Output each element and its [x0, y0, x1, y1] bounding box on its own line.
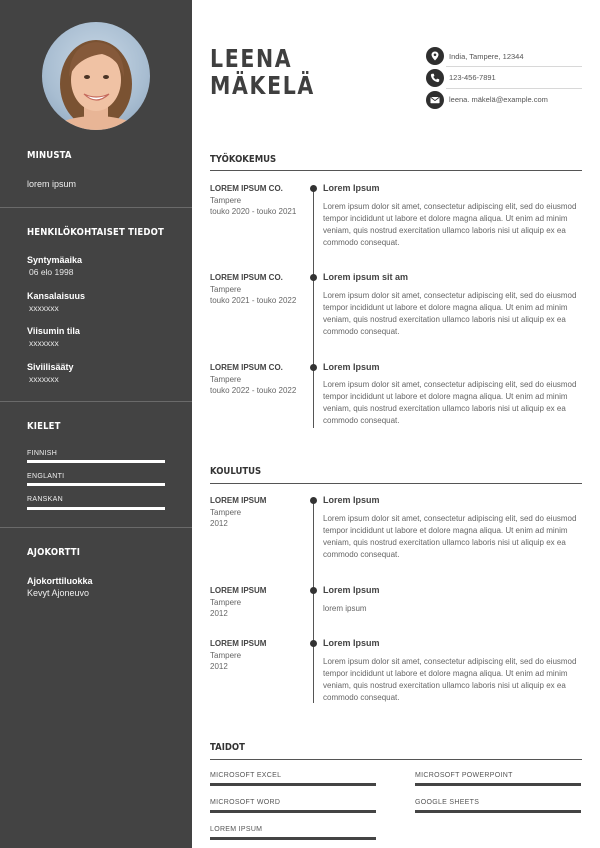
sidebar — [0, 0, 192, 848]
experience-dates: touko 2021 - touko 2022 — [210, 296, 297, 305]
education-role: Lorem Ipsum — [323, 585, 380, 595]
language-name: RANSKAN — [27, 496, 63, 503]
section-divider — [210, 759, 582, 760]
education-desc: Lorem ipsum dolor sit amet, consectetur adipiscing elit, sed do eiusmod tempor incididunt ut labore et dolore magna aliqua. Ut enim ad minim veniam, quis nostrud exercitation ullamco laboris nisi ut aliquip ex ea commodo consequat. — [323, 657, 577, 702]
education-city: Tampere — [210, 508, 242, 517]
education-org: LOREM IPSUM — [210, 586, 267, 595]
education-year: 2012 — [210, 609, 228, 618]
contact-divider — [446, 66, 582, 67]
education-role: Lorem Ipsum — [323, 638, 380, 648]
experience-role: Lorem Ipsum — [323, 362, 380, 372]
experience-meta — [210, 374, 302, 396]
divider — [0, 207, 192, 208]
education-desc: Lorem ipsum dolor sit amet, consectetur adipiscing elit, sed do eiusmod tempor incididunt ut labore et dolore magna aliqua. Ut enim ad minim veniam, quis nostrud exercitation ullamco laboris nisi ut aliquip ex ea commodo consequat. — [323, 514, 577, 559]
education-title: KOULUTUS — [210, 466, 262, 477]
language-name: FINNISH — [27, 450, 58, 457]
experience-meta — [210, 195, 302, 217]
skill-level-bar — [415, 810, 581, 813]
divider — [0, 527, 192, 528]
language-name: ENGLANTI — [27, 473, 65, 480]
personal-label: Kansalaisuus — [27, 291, 86, 301]
personal-value: xxxxxxx — [29, 303, 59, 313]
contact-phone: 123-456-7891 — [449, 73, 496, 82]
section-divider — [210, 170, 582, 171]
timeline-dot — [310, 364, 317, 371]
skill-level-bar — [210, 810, 376, 813]
personal-label: Siviilisääty — [27, 362, 74, 372]
experience-org: LOREM IPSUM CO. — [210, 184, 283, 193]
experience-desc: Lorem ipsum dolor sit amet, consectetur adipiscing elit, sed do eiusmod tempor incididunt ut labore et dolore magna aliqua. Ut enim ad minim veniam, quis nostrud exercitation ullamco laboris nisi ut aliquip ex ea commodo consequat. — [323, 202, 577, 247]
experience-city: Tampere — [210, 375, 242, 384]
skill-level-bar — [210, 783, 376, 786]
education-year: 2012 — [210, 662, 228, 671]
education-role: Lorem Ipsum — [323, 495, 380, 505]
language-level-bar — [27, 460, 165, 463]
education-city: Tampere — [210, 598, 242, 607]
last-name: MÄKELÄ — [210, 71, 315, 100]
education-meta — [210, 650, 302, 672]
skill-name: MICROSOFT POWERPOINT — [415, 772, 513, 779]
timeline-line — [313, 500, 314, 703]
education-org: LOREM IPSUM — [210, 639, 267, 648]
experience-role: Lorem ipsum sit am — [323, 272, 409, 282]
experience-org: LOREM IPSUM CO. — [210, 273, 283, 282]
experience-dates: touko 2022 - touko 2022 — [210, 386, 297, 395]
education-meta — [210, 597, 302, 619]
experience-city: Tampere — [210, 285, 242, 294]
section-divider — [210, 483, 582, 484]
skill-name: LOREM IPSUM — [210, 826, 263, 833]
personal-label: Viisumin tila — [27, 326, 80, 336]
contact-address: India, Tampere, 12344 — [449, 52, 524, 61]
personal-title: HENKILÖKOHTAISET TIEDOT — [27, 227, 164, 238]
about-text: lorem ipsum — [27, 179, 77, 189]
experience-dates: touko 2020 - touko 2021 — [210, 207, 297, 216]
experience-desc: Lorem ipsum dolor sit amet, consectetur adipiscing elit, sed do eiusmod tempor incididunt ut labore et dolore magna aliqua. Ut enim ad minim veniam, quis nostrud exercitation ullamco laboris nisi ut aliquip ex ea commodo consequat. — [323, 291, 577, 336]
personal-value: 06 elo 1998 — [29, 267, 74, 277]
timeline-dot — [310, 587, 317, 594]
location-pin-icon — [426, 47, 444, 65]
timeline-dot — [310, 185, 317, 192]
personal-value: xxxxxxx — [29, 374, 59, 384]
skill-level-bar — [210, 837, 376, 840]
languages-title: KIELET — [27, 421, 61, 432]
education-city: Tampere — [210, 651, 242, 660]
personal-value: xxxxxxx — [29, 338, 59, 348]
license-value: Kevyt Ajoneuvo — [27, 588, 90, 598]
first-name: LEENA — [210, 44, 293, 73]
skill-name: MICROSOFT WORD — [210, 799, 281, 806]
about-title: MINUSTA — [27, 150, 72, 161]
license-label: Ajokorttiluokka — [27, 576, 93, 586]
contact-divider — [446, 88, 582, 89]
timeline-line — [313, 188, 314, 428]
profile-photo — [42, 22, 150, 130]
education-year: 2012 — [210, 519, 228, 528]
timeline-dot — [310, 640, 317, 647]
experience-meta — [210, 284, 302, 306]
experience-role: Lorem Ipsum — [323, 183, 380, 193]
skill-level-bar — [415, 783, 581, 786]
education-desc: lorem ipsum — [323, 604, 367, 613]
experience-city: Tampere — [210, 196, 242, 205]
license-title: AJOKORTTI — [27, 547, 81, 558]
skills-title: TAIDOT — [210, 742, 245, 753]
experience-org: LOREM IPSUM CO. — [210, 363, 283, 372]
skill-name: GOOGLE SHEETS — [415, 799, 480, 806]
timeline-dot — [310, 274, 317, 281]
language-level-bar — [27, 507, 165, 510]
personal-label: Syntymäaika — [27, 255, 83, 265]
experience-desc: Lorem ipsum dolor sit amet, consectetur adipiscing elit, sed do eiusmod tempor incididunt ut labore et dolore magna aliqua. Ut enim ad minim veniam, quis nostrud exercitation ullamco laboris nisi ut aliquip ex ea commodo consequat. — [323, 380, 577, 425]
skill-name: MICROSOFT EXCEL — [210, 772, 282, 779]
timeline-dot — [310, 497, 317, 504]
divider — [0, 401, 192, 402]
education-org: LOREM IPSUM — [210, 496, 267, 505]
experience-title: TYÖKOKEMUS — [210, 154, 277, 165]
contact-email: leena. mäkelä@example.com — [449, 95, 548, 104]
education-meta — [210, 507, 302, 529]
envelope-icon — [426, 91, 444, 109]
phone-icon — [426, 69, 444, 87]
language-level-bar — [27, 483, 165, 486]
